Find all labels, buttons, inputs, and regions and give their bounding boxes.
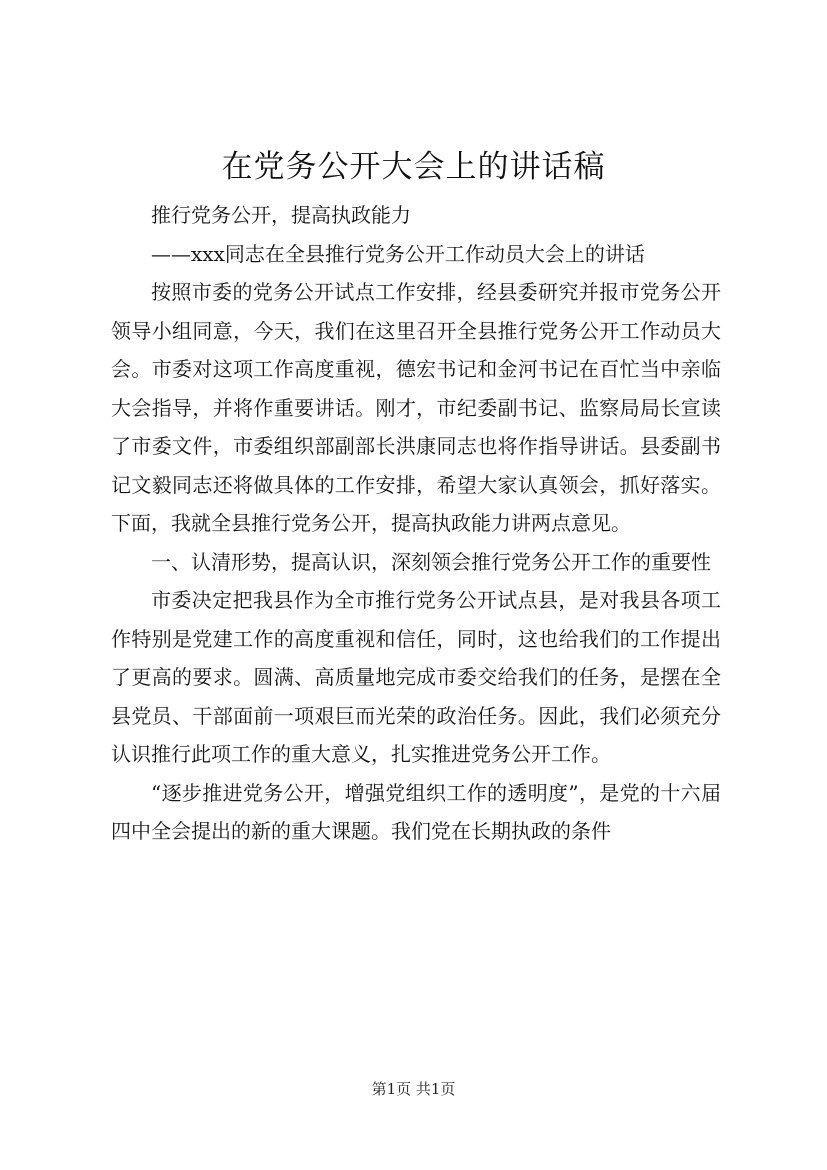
page-footer: 第1页 共1页 (371, 1080, 456, 1098)
body-paragraph: “逐步推进党务公开，增强党组织工作的透明度”，是党的十六届四中全会提出的新的重大课题。我们党在长期执政的条件 (111, 780, 721, 843)
body-paragraph: 按照市委的党务公开试点工作安排，经县委研究并报市党务公开领导小组同意，今天，我们在这里召开全县推行党务公开工作动员大会。市委对这项工作高度重视，德宏书记和金河书记在百忙当中亲临大会指导，并将作重要讲话。刚才，市纪委副书记、监察局局长宣读了市委文件，市委组织部副部长洪康同志也将作指导讲话。县委副书记文毅同志还将做具体的工作安排，希望大家认真领会，抓好落实。下面，我就全县推行党务公开，提高执政能力讲两点意见。 (111, 280, 721, 535)
subtitle-paragraph: 推行党务公开，提高执政能力 (151, 203, 411, 227)
document-body (111, 196, 721, 851)
body-paragraph: 市委决定把我县作为全市推行党务公开试点县，是对我县各项工作特别是党建工作的高度重视和信任，同时，这也给我们的工作提出了更高的要求。圆满、高质量地完成市委交给我们的任务，是摆在全县党员、干部面前一项艰巨而光荣的政治任务。因此，我们必须充分认识推行此项工作的重大意义，扎实推进党务公开工作。 (111, 588, 721, 766)
speaker-line: ——xxx同志在全县推行党务公开工作动员大会上的讲话 (151, 241, 645, 266)
section-heading: 一、认清形势，提高认识，深刻领会推行党务公开工作的重要性 (151, 549, 711, 574)
document-title: 在党务公开大会上的讲话稿 (221, 149, 606, 185)
